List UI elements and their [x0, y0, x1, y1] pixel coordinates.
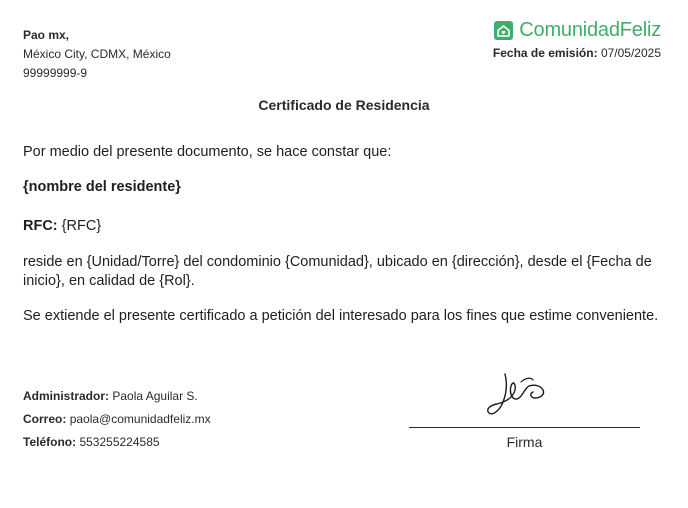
signature-block — [409, 365, 640, 455]
brand-logo — [494, 19, 661, 42]
rfc-line — [23, 217, 668, 236]
emission-date-label: Fecha de emisión: — [492, 46, 598, 60]
admin-label: Administrador: — [23, 389, 110, 403]
emission-date-value: 07/05/2025 — [600, 46, 661, 60]
issuer-block — [23, 26, 171, 83]
rfc-label: RFC: — [23, 218, 58, 234]
emission-date — [493, 46, 661, 60]
issuer-location: México City, CDMX, México — [23, 47, 171, 61]
house-heart-icon — [494, 21, 513, 40]
resident-name: {nombre del residente} — [23, 179, 181, 195]
intro-text: Por medio del presente documento, se hace constar que: — [23, 144, 392, 160]
phone-label: Teléfono: — [23, 435, 77, 449]
phone-value: 553255224585 — [79, 435, 160, 449]
admin-value: Paola Aguilar S. — [112, 389, 198, 403]
issuer-id: 99999999-9 — [23, 66, 88, 80]
email-label: Correo: — [23, 412, 67, 426]
signature-label: Firma — [506, 434, 543, 450]
email-value: paola@comunidadfeliz.mx — [69, 412, 211, 426]
email-line — [23, 412, 211, 426]
residence-text: reside en {Unidad/Torre} del condominio {Comunidad}, ubicado en {dirección}, desde el {Fecha de inicio}, en calidad de {Rol}. — [23, 254, 652, 289]
rfc-value: {RFC} — [61, 218, 102, 234]
brand-name: ComunidadFeliz — [519, 19, 661, 41]
issuer-name: Pao mx, — [23, 28, 70, 42]
handwritten-signature-icon — [483, 368, 563, 424]
document-title: Certificado de Residencia — [258, 97, 430, 113]
phone-line — [23, 435, 160, 449]
closing-text: Se extiende el presente certificado a petición del interesado para los fines que estime conveniente. — [23, 308, 659, 324]
signature-line — [409, 427, 640, 428]
admin-line — [23, 389, 198, 403]
